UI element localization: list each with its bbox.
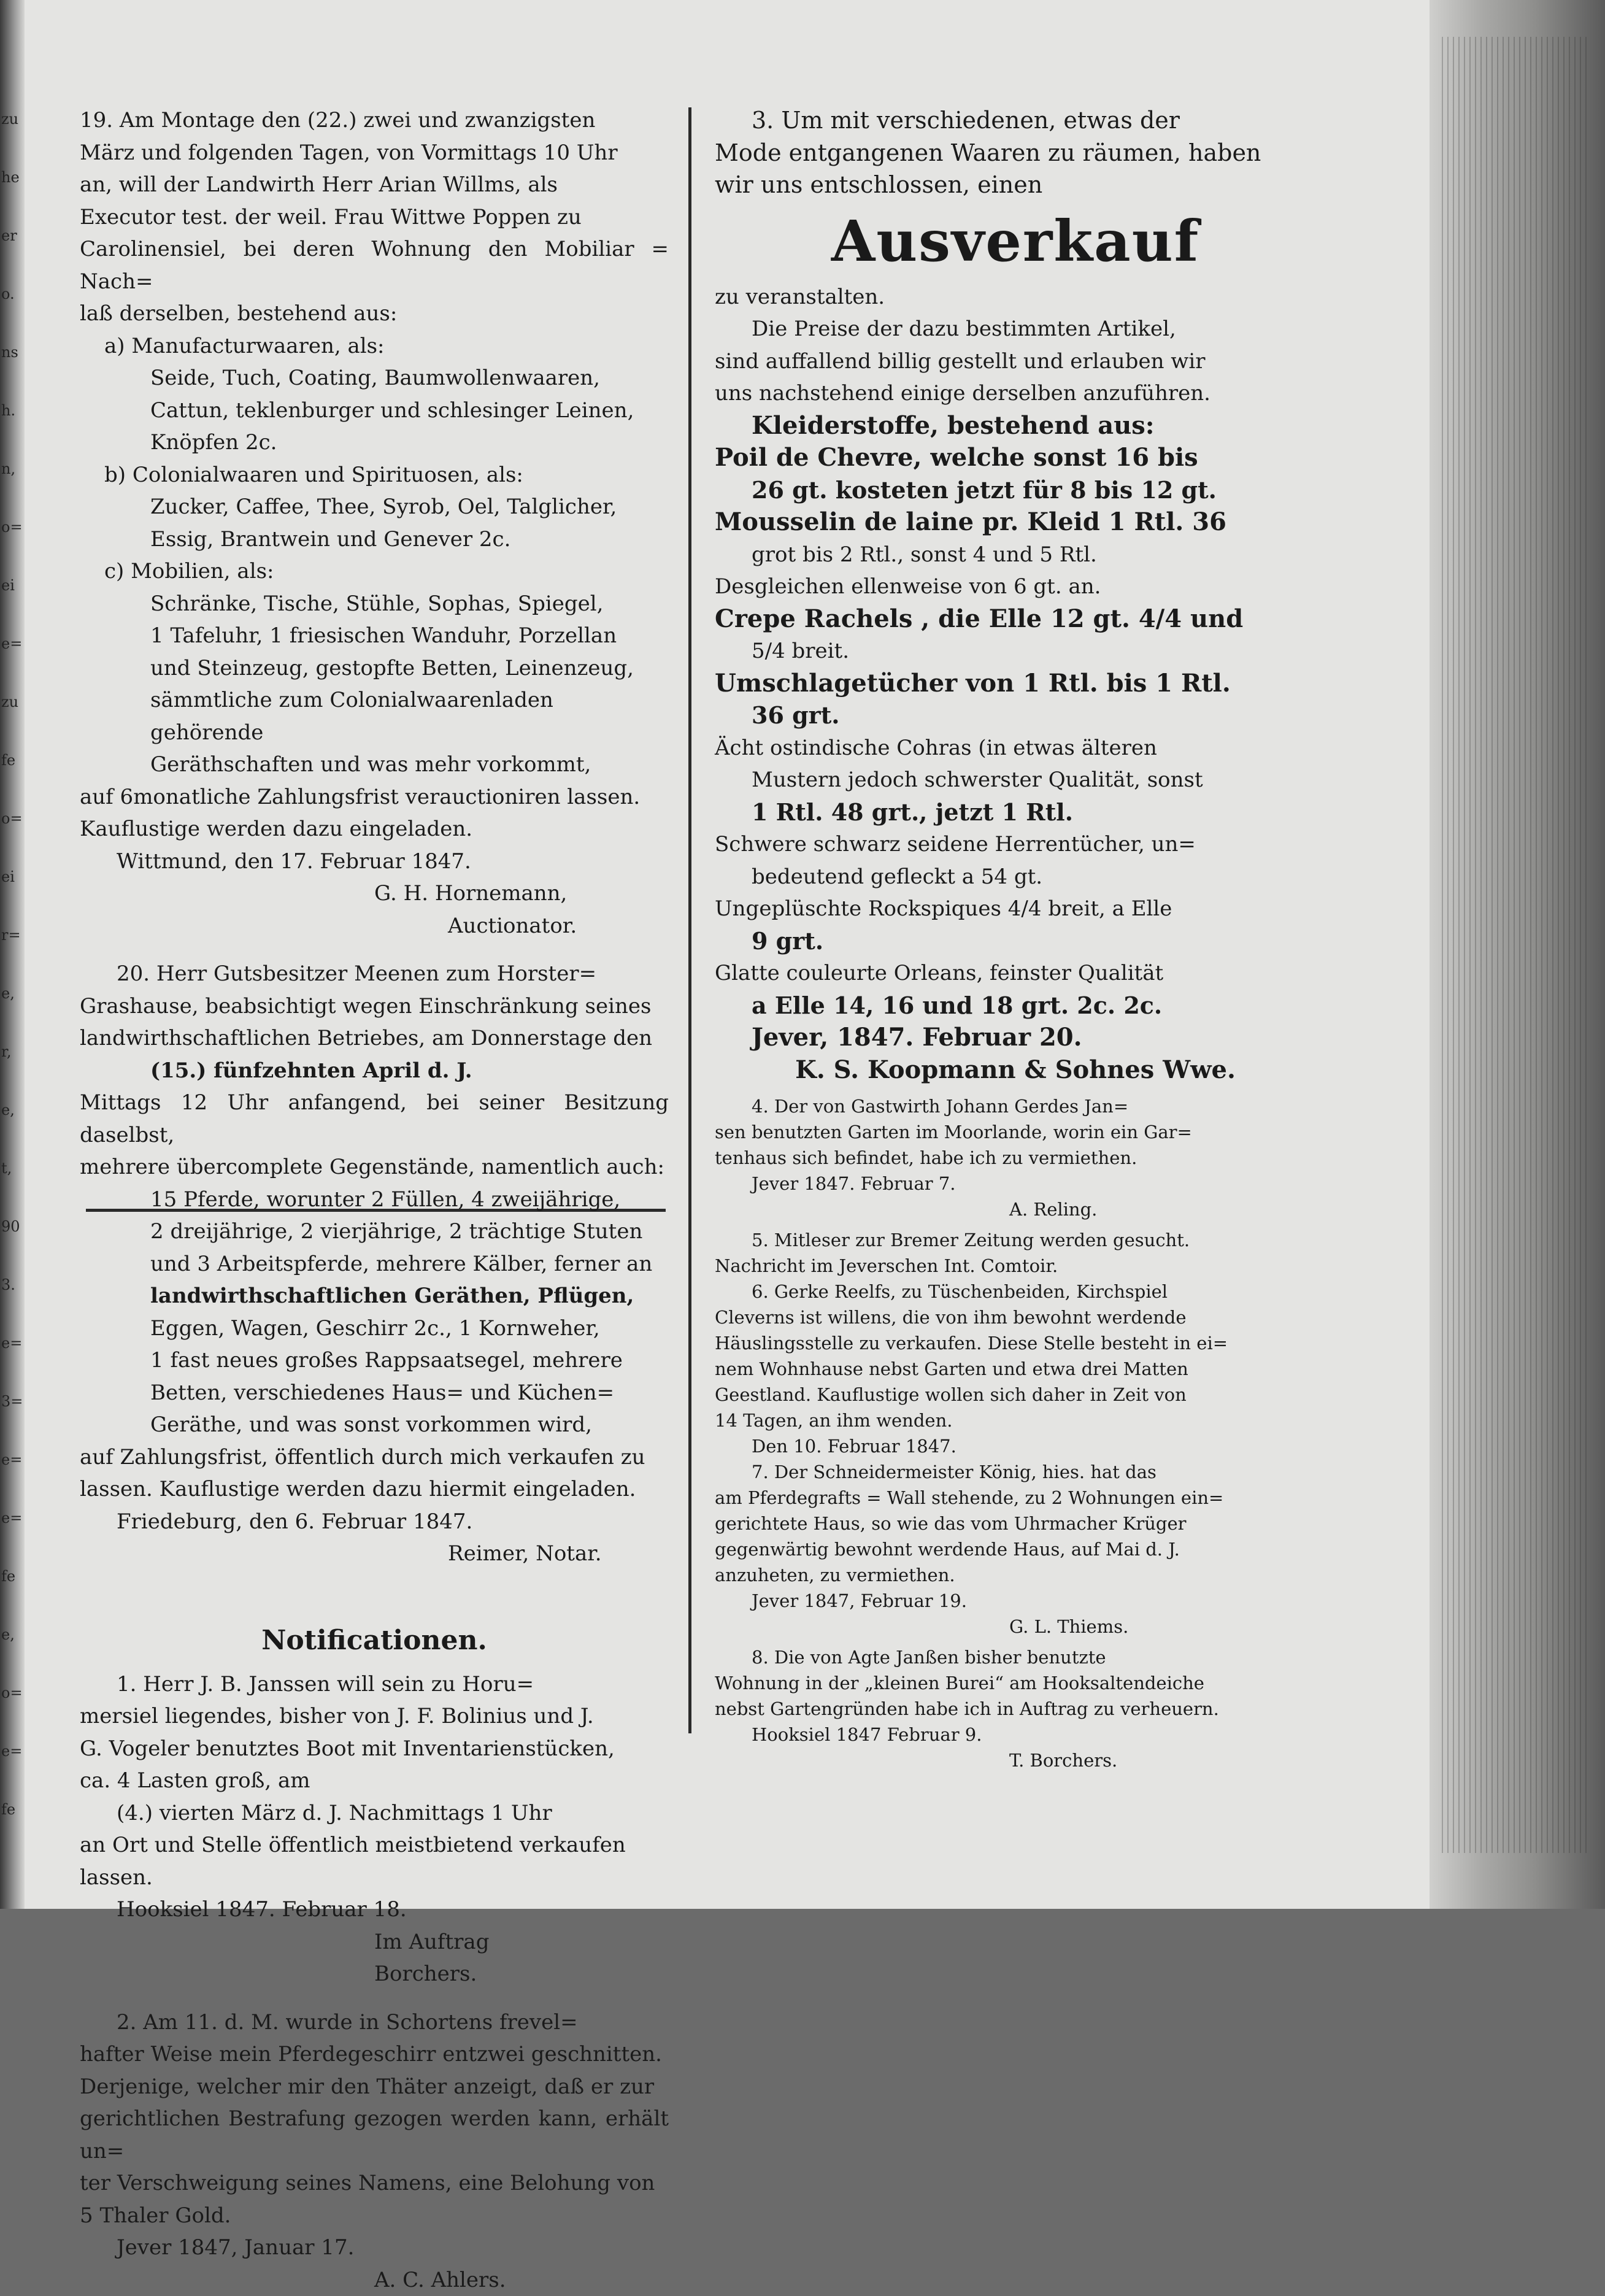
list-item: landwirthschaftlichen Geräthen, Pflügen, <box>80 1280 669 1312</box>
signature: A. C. Ahlers. <box>80 2264 669 2296</box>
signature: G. L. Thiems. <box>715 1614 1316 1639</box>
margin-fragment: e, <box>1 985 15 1002</box>
margin-fragment: zu <box>1 693 18 711</box>
list-item: Schränke, Tische, Stühle, Sophas, Spiegel, <box>80 588 669 620</box>
margin-fragment: e, <box>1 1101 15 1119</box>
price-item: bedeutend gefleckt a 54 gt. <box>715 861 1316 893</box>
list-item: Eggen, Wagen, Geschirr 2c., 1 Kornweher, <box>80 1312 669 1345</box>
column-rule-vertical <box>688 107 691 1733</box>
notice-line: Geestland. Kauflustige wollen sich daher in Zeit von <box>715 1382 1316 1408</box>
margin-fragment: ei <box>1 868 15 885</box>
margin-fragment: n, <box>1 460 15 477</box>
list-label-a: a) Manufacturwaaren, als: <box>80 330 669 363</box>
margin-fragment: e= <box>1 635 22 652</box>
price-item: Mustern jedoch schwerster Qualität, sonst <box>715 764 1316 796</box>
place-date: Jever 1847, Februar 19. <box>715 1588 1316 1614</box>
notice-line: anzuheten, zu vermiethen. <box>715 1562 1316 1588</box>
notice-1 <box>80 1668 669 1990</box>
margin-fragment: 3= <box>1 1393 23 1410</box>
margin-fragment: r, <box>1 1043 11 1060</box>
list-item: Cattun, teklenburger und schlesinger Leinen, <box>80 395 669 427</box>
place-date: Jever 1847, Januar 17. <box>80 2232 669 2264</box>
list-item: Essig, Brantwein und Genever 2c. <box>80 523 669 556</box>
section-heading: Notificationen. <box>80 1619 669 1662</box>
ausverkauf-headline: Ausverkauf <box>715 201 1316 281</box>
notice-line: (15.) fünfzehnten April d. J. <box>80 1055 669 1087</box>
price-item: Ächt ostindische Cohras (in etwas älteren <box>715 732 1316 765</box>
notice-line: sind auffallend billig gestellt und erlauben wir <box>715 345 1316 378</box>
price-item: a Elle 14, 16 und 18 grt. 2c. 2c. <box>715 990 1316 1022</box>
notice-line: 5. Mitleser zur Bremer Zeitung werden gesucht. <box>715 1227 1316 1253</box>
notice-line: 6. Gerke Reelfs, zu Tüschenbeiden, Kirchspiel <box>715 1279 1316 1304</box>
margin-fragment: 90 <box>1 1218 20 1235</box>
notice-7 <box>715 1459 1316 1639</box>
notice-line: an, will der Landwirth Herr Arian Willms, als <box>80 169 669 201</box>
notice-line: Wohnung in der „kleinen Burei“ am Hooksaltendeiche <box>715 1670 1316 1696</box>
list-item: 1 Tafeluhr, 1 friesischen Wanduhr, Porzellan <box>80 620 669 652</box>
notice-line: ter Verschweigung seines Namens, eine Belohung von <box>80 2167 669 2200</box>
notice-line: auf Zahlungsfrist, öffentlich durch mich verkaufen zu <box>80 1441 669 1474</box>
list-item: Geräthe, und was sonst vorkommen wird, <box>80 1409 669 1441</box>
margin-fragment: h. <box>1 402 15 419</box>
notice-line: hafter Weise mein Pferdegeschirr entzwei geschnitten. <box>80 2038 669 2071</box>
notice-line: lassen. <box>80 1862 669 1894</box>
notice-line: Die Preise der dazu bestimmten Artikel, <box>715 313 1316 345</box>
price-item: grot bis 2 Rtl., sonst 4 und 5 Rtl. <box>715 539 1316 571</box>
price-item: Umschlagetücher von 1 Rtl. bis 1 Rtl. <box>715 668 1316 700</box>
list-item: Knöpfen 2c. <box>80 426 669 459</box>
notice-line: uns nachstehend einige derselben anzuführen. <box>715 377 1316 410</box>
price-item: Poil de Chevre, welche sonst 16 bis <box>715 442 1316 474</box>
notice-line: mersiel liegendes, bisher von J. F. Bolinius und J. <box>80 1700 669 1733</box>
list-item: Zucker, Caffee, Thee, Syrob, Oel, Talglicher, <box>80 491 669 523</box>
price-item: Desgleichen ellenweise von 6 gt. an. <box>715 571 1316 603</box>
notice-line: Executor test. der weil. Frau Wittwe Poppen zu <box>80 201 669 234</box>
page-edge-stack <box>1442 37 1589 1853</box>
notice-line: Mittags 12 Uhr anfangend, bei seiner Besitzung daselbst, <box>80 1087 669 1151</box>
place-date: Den 10. Februar 1847. <box>715 1433 1316 1459</box>
margin-fragment: o= <box>1 518 23 536</box>
margin-fragment: fe <box>1 752 15 769</box>
margin-fragment: e= <box>1 1451 22 1468</box>
notice-line: 2. Am 11. d. M. wurde in Schortens frevel= <box>80 2006 669 2039</box>
notice-4 <box>715 1093 1316 1222</box>
notice-2 <box>80 2006 669 2296</box>
notice-line: 8. Die von Agte Janßen bisher benutzte <box>715 1644 1316 1670</box>
margin-fragment: e= <box>1 1335 22 1352</box>
list-label-c: c) Mobilien, als: <box>80 555 669 588</box>
notice-line: zu veranstalten. <box>715 281 1316 314</box>
notice-line: wir uns entschlossen, einen <box>715 169 1316 201</box>
price-item: 9 grt. <box>715 925 1316 958</box>
notice-8 <box>715 1644 1316 1773</box>
notice-line: Carolinensiel, bei deren Wohnung den Mobiliar = Nach= <box>80 233 669 298</box>
margin-fragment: ei <box>1 577 15 594</box>
list-item: und Steinzeug, gestopfte Betten, Leinenzeug, <box>80 652 669 685</box>
notice-line: an Ort und Stelle öffentlich meistbietend verkaufen <box>80 1829 669 1862</box>
notice-line: 14 Tagen, an ihm wenden. <box>715 1408 1316 1433</box>
notice-19 <box>80 104 669 942</box>
notice-line: 5 Thaler Gold. <box>80 2200 669 2232</box>
list-item: 1 fast neues großes Rappsaatsegel, mehrere <box>80 1344 669 1377</box>
notice-line: am Pferdegrafts = Wall stehende, zu 2 Wohnungen ein= <box>715 1485 1316 1511</box>
signature: G. H. Hornemann, <box>80 877 669 910</box>
place-date: Friedeburg, den 6. Februar 1847. <box>80 1506 669 1538</box>
list-item: und 3 Arbeitspferde, mehrere Kälber, ferner an <box>80 1248 669 1281</box>
notice-line: gerichtlichen Bestrafung gezogen werden kann, erhält un= <box>80 2103 669 2167</box>
notice-line: Grashause, beabsichtigt wegen Einschränkung seines <box>80 990 669 1023</box>
margin-fragment: o= <box>1 1684 23 1701</box>
margin-fragment: fe <box>1 1801 15 1818</box>
place-date: Wittmund, den 17. Februar 1847. <box>80 846 669 878</box>
price-item: Crepe Rachels , die Elle 12 gt. 4/4 und <box>715 603 1316 636</box>
notice-line: Mode entgangenen Waaren zu räumen, haben <box>715 137 1316 169</box>
place-date: Jever 1847. Februar 7. <box>715 1171 1316 1196</box>
notice-line: gegenwärtig bewohnt werdende Haus, auf Mai d. J. <box>715 1536 1316 1562</box>
notice-20 <box>80 958 669 1570</box>
notice-line: Cleverns ist willens, die von ihm bewohnt werdende <box>715 1304 1316 1330</box>
signature: Borchers. <box>80 1958 669 1990</box>
notice-line: mehrere übercomplete Gegenstände, namentlich auch: <box>80 1151 669 1184</box>
margin-fragment: he <box>1 169 20 186</box>
margin-fragment: e= <box>1 1743 22 1760</box>
signature: K. S. Koopmann & Sohnes Wwe. <box>715 1054 1316 1087</box>
price-item: 26 gt. kosteten jetzt für 8 bis 12 gt. <box>715 474 1316 507</box>
margin-fragment: o= <box>1 810 23 827</box>
list-item: 15 Pferde, worunter 2 Füllen, 4 zweijährige, <box>80 1184 669 1216</box>
margin-fragment: e, <box>1 1626 15 1643</box>
notice-line: März und folgenden Tagen, von Vormittags 10 Uhr <box>80 137 669 169</box>
signature: A. Reling. <box>715 1196 1316 1222</box>
notice-line: 4. Der von Gastwirth Johann Gerdes Jan= <box>715 1093 1316 1119</box>
notice-line: 19. Am Montage den (22.) zwei und zwanzigsten <box>80 104 669 137</box>
notice-line: G. Vogeler benutztes Boot mit Inventarienstücken, <box>80 1733 669 1765</box>
place-date: Hooksiel 1847 Februar 9. <box>715 1722 1316 1747</box>
price-item: Ungeplüschte Rockspiques 4/4 breit, a Elle <box>715 893 1316 925</box>
notice-line: 20. Herr Gutsbesitzer Meenen zum Horster= <box>80 958 669 990</box>
notice-line: Nachricht im Jeverschen Int. Comtoir. <box>715 1253 1316 1279</box>
margin-fragment: r= <box>1 926 21 944</box>
signature: T. Borchers. <box>715 1747 1316 1773</box>
notice-5 <box>715 1227 1316 1279</box>
notice-line: (4.) vierten März d. J. Nachmittags 1 Uhr <box>80 1797 669 1830</box>
margin-fragment: t, <box>1 1160 12 1177</box>
notice-line: nem Wohnhause nebst Garten und etwa drei Matten <box>715 1356 1316 1382</box>
margin-fragment: o. <box>1 285 15 302</box>
list-item: Betten, verschiedenes Haus= und Küchen= <box>80 1377 669 1409</box>
price-item: Schwere schwarz seidene Herrentücher, un= <box>715 828 1316 861</box>
notice-line: Häuslingsstelle zu verkaufen. Diese Stelle besteht in ei= <box>715 1330 1316 1356</box>
margin-fragment: e= <box>1 1509 22 1527</box>
notice-line: Derjenige, welcher mir den Thäter anzeigt, daß er zur <box>80 2071 669 2103</box>
list-label-b: b) Colonialwaaren und Spirituosen, als: <box>80 459 669 491</box>
notice-line: tenhaus sich befindet, habe ich zu vermiethen. <box>715 1145 1316 1171</box>
notice-line: laß derselben, bestehend aus: <box>80 298 669 330</box>
margin-fragment: er <box>1 227 17 244</box>
notice-line: 1. Herr J. B. Janssen will sein zu Horu= <box>80 1668 669 1701</box>
notice-line: sen benutzten Garten im Moorlande, worin ein Gar= <box>715 1119 1316 1145</box>
signature-line: Im Auftrag <box>80 1926 669 1959</box>
signature-title: Auctionator. <box>80 910 669 942</box>
notice-6 <box>715 1279 1316 1459</box>
list-item: 2 dreijährige, 2 vierjährige, 2 trächtige Stuten <box>80 1215 669 1248</box>
notice-line: ca. 4 Lasten groß, am <box>80 1765 669 1797</box>
list-item: Seide, Tuch, Coating, Baumwollenwaaren, <box>80 362 669 395</box>
notice-line: Kauflustige werden dazu eingeladen. <box>80 813 669 846</box>
price-item: Mousselin de laine pr. Kleid 1 Rtl. 36 <box>715 506 1316 539</box>
margin-fragment: zu <box>1 110 18 128</box>
price-item: 1 Rtl. 48 grt., jetzt 1 Rtl. <box>715 796 1316 829</box>
place-date: Jever, 1847. Februar 20. <box>715 1022 1316 1054</box>
price-item: Glatte couleurte Orleans, feinster Qualität <box>715 957 1316 990</box>
notice-3 <box>715 104 1316 1086</box>
left-column <box>80 104 669 2296</box>
right-column <box>715 104 1316 1773</box>
price-item: 36 grt. <box>715 699 1316 732</box>
price-item: 5/4 breit. <box>715 635 1316 668</box>
list-item: Geräthschaften und was mehr vorkommt, <box>80 749 669 781</box>
notice-line: landwirthschaftlichen Betriebes, am Donnerstage den <box>80 1022 669 1055</box>
notice-line: auf 6monatliche Zahlungsfrist verauctioniren lassen. <box>80 781 669 814</box>
notice-line: lassen. Kauflustige werden dazu hiermit eingeladen. <box>80 1473 669 1506</box>
list-item: sämmtliche zum Colonialwaarenladen gehörende <box>80 684 669 749</box>
signature: Reimer, Notar. <box>80 1538 669 1570</box>
notice-line: 7. Der Schneidermeister König, hies. hat das <box>715 1459 1316 1485</box>
place-date: Hooksiel 1847. Februar 18. <box>80 1893 669 1926</box>
notice-line: nebst Gartengründen habe ich in Auftrag zu verheuern. <box>715 1696 1316 1722</box>
notice-line: 3. Um mit verschiedenen, etwas der <box>715 104 1316 137</box>
margin-fragment: fe <box>1 1568 15 1585</box>
notice-line: gerichtete Haus, so wie das vom Uhrmacher Krüger <box>715 1511 1316 1536</box>
previous-page-margin <box>0 98 25 1878</box>
margin-fragment: 3. <box>1 1276 15 1293</box>
margin-fragment: ns <box>1 344 18 361</box>
kleiderstoffe-heading: Kleiderstoffe, bestehend aus: <box>715 410 1316 442</box>
